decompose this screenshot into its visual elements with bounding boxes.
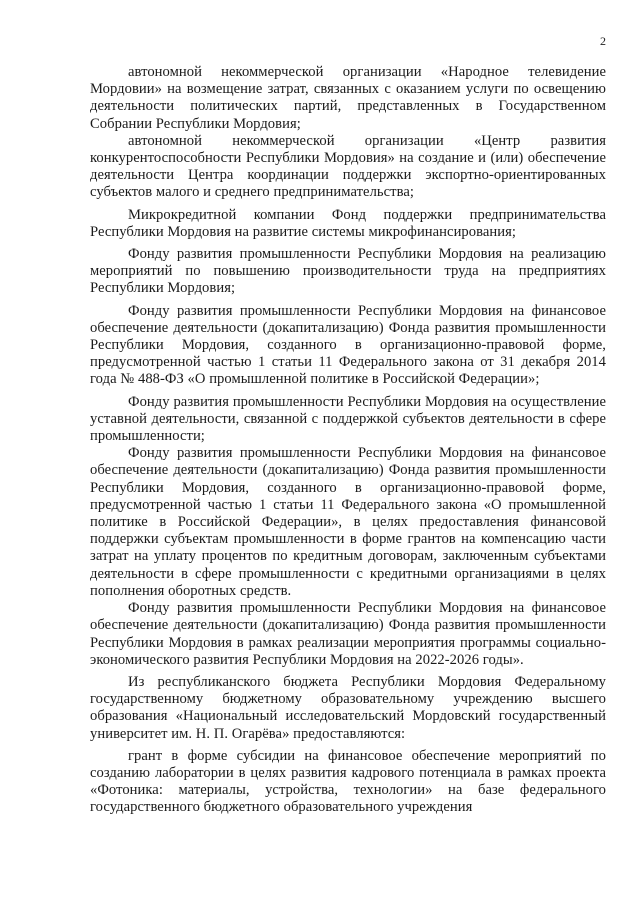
- paragraph-narodnoe-tv: автономной некоммерческой организации «Народное телевидение Мордовии» на возмещение затрат, связанных с оказанием услуги по освещению деятельности политических партий, представленных в Государственном Собрании Республики Мордовия;: [90, 64, 606, 132]
- paragraph-interest-compensation-grants: Фонду развития промышленности Республики Мордовия на финансовое обеспечение деятельности (докапитализацию) Фонда развития промышленности Республики Мордовия, созданного в организационно-правовой форме, предусмотренной частью 1 статьи 11 Федерального закона «О промышленной политике в Российской Федерации», в целях предоставления финансовой поддержки субъектам промышленности в форме грантов на компенсацию части затрат на уплату процентов по кредитным договорам, заключенным субъектами деятельности в сфере промышленности с кредитными организациями в целях пополнения оборотных средств.: [90, 445, 606, 599]
- paragraph-microcredit-fund: Микрокредитной компании Фонд поддержки предпринимательства Республики Мордовия на развитие системы микрофинансирования;: [90, 206, 606, 240]
- paragraph-photonics-grant: грант в форме субсидии на финансовое обеспечение мероприятий по созданию лаборатории в целях развития кадрового потенциала в рамках проекта «Фотоника: материалы, устройства, технологии» на базе федерального государственного бюджетного образовательного учреждения: [90, 747, 606, 816]
- paragraph-competitiveness-center: автономной некоммерческой организации «Центр развития конкурентоспособности Республики Мордовия» на создание и (или) обеспечение деятельности Центра координации поддержки экспортно-ориентированных субъектов малого и среднего предпринимательства;: [90, 132, 606, 201]
- paragraph-mordovia-university: Из республиканского бюджета Республики Мордовия Федеральному государственному бюджетному образовательному учреждению высшего образования «Национальный исследовательский Мордовский государственный университет им. Н. П. Огарёва» предоставляются:: [90, 673, 606, 742]
- paragraph-statutory-activity: Фонду развития промышленности Республики Мордовия на осуществление уставной деятельности, связанной с поддержкой субъектов деятельности в сфере промышленности;: [90, 393, 606, 445]
- paragraph-capitalization-488fz: Фонду развития промышленности Республики Мордовия на финансовое обеспечение деятельности (докапитализацию) Фонда развития промышленности Республики Мордовия, созданного в организационно-правовой форме, предусмотренной частью 1 статьи 11 Федерального закона от 31 декабря 2014 года № 488-ФЗ «О промышленной политике в Российской Федерации»;: [90, 302, 606, 388]
- document-body: [90, 64, 606, 817]
- paragraph-productivity: Фонду развития промышленности Республики Мордовия на реализацию мероприятий по повышению производительности труда на предприятиях Республики Мордовия;: [90, 246, 606, 297]
- page-number: 2: [600, 34, 606, 48]
- paragraph-socio-economic-program: Фонду развития промышленности Республики Мордовия на финансовое обеспечение деятельности (докапитализацию) Фонда развития промышленности Республики Мордовия в рамках реализации мероприятия программы социально-экономического развития Республики Мордовия на 2022-2026 годы».: [90, 600, 606, 668]
